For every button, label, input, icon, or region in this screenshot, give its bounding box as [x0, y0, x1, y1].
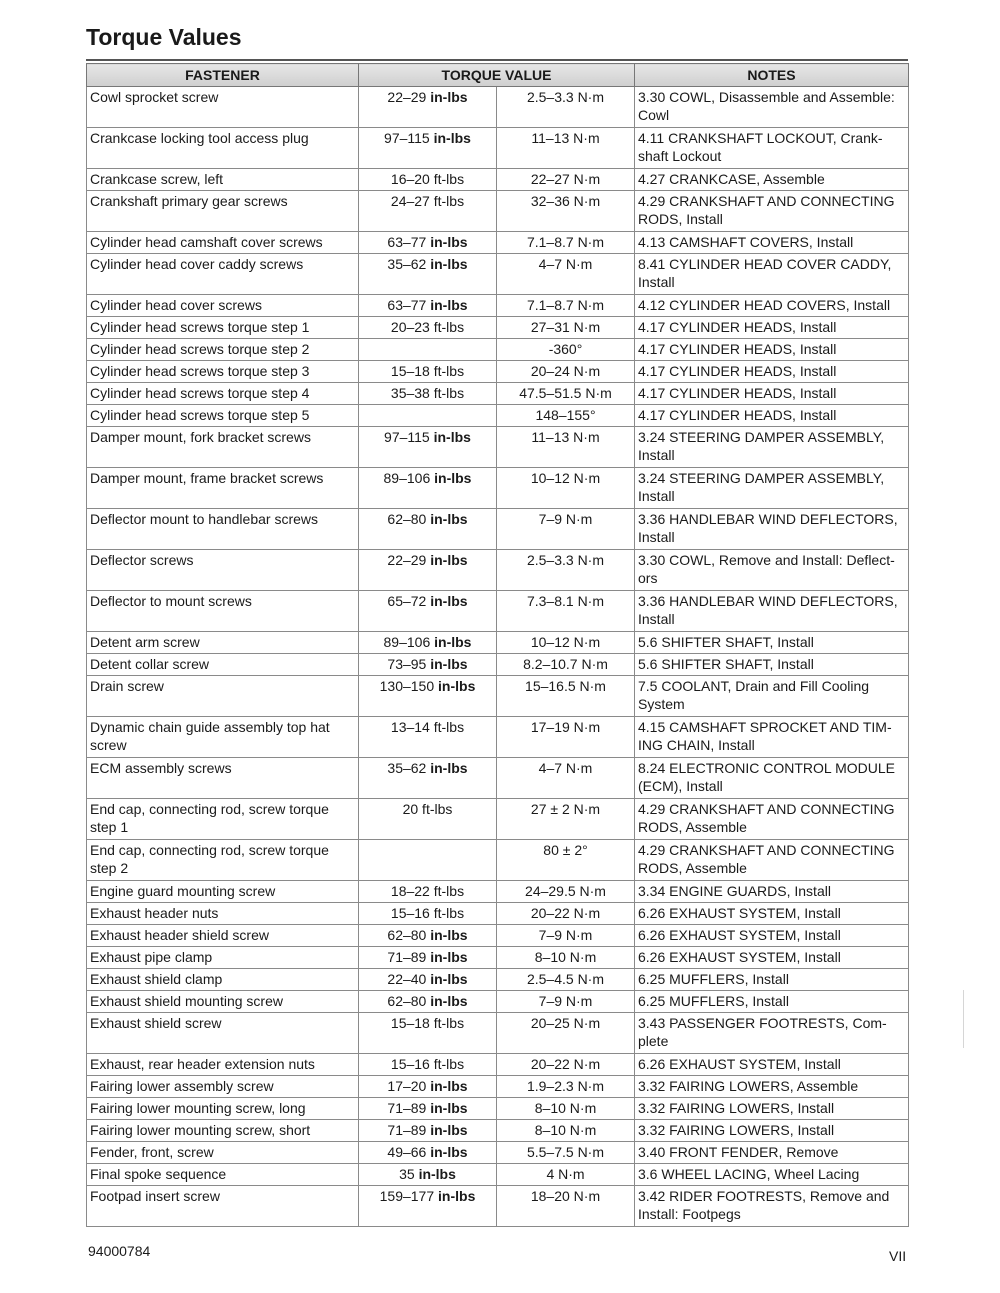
imperial-value: 35–38 ft-lbs — [390, 385, 465, 401]
imperial-torque-cell — [359, 427, 497, 468]
metric-torque-cell: 15–16.5 N·m — [497, 676, 635, 717]
fastener-cell: Final spoke sequence — [87, 1164, 359, 1186]
imperial-value: 35–62 — [387, 256, 431, 272]
imperial-value: 18–22 ft-lbs — [390, 883, 465, 899]
header-row — [87, 64, 909, 87]
imperial-unit: in-lbs — [438, 1188, 476, 1204]
table-row — [87, 969, 909, 991]
table-row — [87, 509, 909, 550]
notes-cell: 3.24 STEERING DAMPER ASSEMBLY, Install — [635, 427, 909, 468]
table-body — [87, 87, 909, 1227]
imperial-unit: in-lbs — [430, 256, 468, 272]
page-title: Torque Values — [86, 24, 242, 50]
imperial-unit: in-lbs — [430, 1122, 468, 1138]
imperial-value: 97–115 — [384, 429, 434, 445]
table-row — [87, 632, 909, 654]
table-row — [87, 1142, 909, 1164]
imperial-value: 62–80 — [387, 993, 431, 1009]
imperial-unit: in-lbs — [418, 1166, 456, 1182]
table-row — [87, 947, 909, 969]
table-row — [87, 191, 909, 232]
imperial-unit: in-lbs — [430, 993, 468, 1009]
imperial-torque-cell — [359, 1142, 497, 1164]
imperial-unit: in-lbs — [430, 511, 468, 527]
imperial-value: 63–77 — [387, 234, 431, 250]
fastener-cell: Cylinder head camshaft cover screws — [87, 232, 359, 254]
imperial-value: 13–14 ft-lbs — [390, 719, 465, 735]
fastener-cell: End cap, connecting rod, screw torque step 2 — [87, 840, 359, 881]
imperial-torque-cell — [359, 1186, 497, 1227]
metric-torque-cell: 22–27 N·m — [497, 169, 635, 191]
fastener-cell: Exhaust shield mounting screw — [87, 991, 359, 1013]
metric-torque-cell: 4–7 N·m — [497, 758, 635, 799]
imperial-unit: in-lbs — [430, 552, 468, 568]
imperial-torque-cell — [359, 1164, 497, 1186]
table-row — [87, 1098, 909, 1120]
metric-torque-cell: 8–10 N·m — [497, 1098, 635, 1120]
metric-torque-cell: 10–12 N·m — [497, 632, 635, 654]
table-row — [87, 254, 909, 295]
fastener-cell: Fairing lower mounting screw, long — [87, 1098, 359, 1120]
notes-cell: 4.17 CYLINDER HEADS, Install — [635, 339, 909, 361]
notes-cell: 7.5 COOLANT, Drain and Fill Cooling System — [635, 676, 909, 717]
imperial-value: 49–66 — [387, 1144, 431, 1160]
torque-table — [86, 63, 909, 1227]
table-row — [87, 717, 909, 758]
notes-cell: 5.6 SHIFTER SHAFT, Install — [635, 654, 909, 676]
imperial-value: 97–115 — [384, 130, 434, 146]
metric-torque-cell: 7.1–8.7 N·m — [497, 295, 635, 317]
imperial-torque-cell — [359, 191, 497, 232]
imperial-value: 35–62 — [387, 760, 431, 776]
fastener-cell: Detent collar screw — [87, 654, 359, 676]
fastener-cell: Deflector screws — [87, 550, 359, 591]
fastener-cell: Fairing lower assembly screw — [87, 1076, 359, 1098]
metric-torque-cell: 32–36 N·m — [497, 191, 635, 232]
metric-torque-cell: 17–19 N·m — [497, 717, 635, 758]
fastener-cell: Exhaust, rear header extension nuts — [87, 1054, 359, 1076]
metric-torque-cell: 2.5–3.3 N·m — [497, 550, 635, 591]
imperial-unit: in-lbs — [430, 760, 468, 776]
fastener-cell: End cap, connecting rod, screw torque step 1 — [87, 799, 359, 840]
imperial-unit: in-lbs — [434, 470, 472, 486]
imperial-unit: in-lbs — [434, 634, 472, 650]
imperial-torque-cell — [359, 1013, 497, 1054]
fastener-cell: Fender, front, screw — [87, 1142, 359, 1164]
notes-cell: 4.11 CRANKSHAFT LOCKOUT, Crank-shaft Lockout — [635, 128, 909, 169]
notes-cell: 4.17 CYLINDER HEADS, Install — [635, 361, 909, 383]
fastener-cell: Cylinder head screws torque step 1 — [87, 317, 359, 339]
table-row — [87, 383, 909, 405]
metric-torque-cell: 8.2–10.7 N·m — [497, 654, 635, 676]
metric-torque-cell: 7.3–8.1 N·m — [497, 591, 635, 632]
notes-cell: 6.25 MUFFLERS, Install — [635, 969, 909, 991]
imperial-value: 24–27 ft-lbs — [390, 193, 465, 209]
fastener-cell: Deflector to mount screws — [87, 591, 359, 632]
notes-cell: 6.26 EXHAUST SYSTEM, Install — [635, 903, 909, 925]
fastener-cell: Exhaust header nuts — [87, 903, 359, 925]
table-row — [87, 1013, 909, 1054]
title-rule — [86, 59, 908, 61]
imperial-torque-cell — [359, 128, 497, 169]
notes-cell: 3.30 COWL, Disassemble and Assemble: Cowl — [635, 87, 909, 128]
notes-cell: 3.32 FAIRING LOWERS, Install — [635, 1098, 909, 1120]
imperial-value: 16–20 ft-lbs — [390, 171, 465, 187]
notes-cell: 3.43 PASSENGER FOOTRESTS, Com-plete — [635, 1013, 909, 1054]
fastener-cell: Cylinder head screws torque step 4 — [87, 383, 359, 405]
imperial-value: 89–106 — [383, 634, 435, 650]
imperial-value: 15–16 ft-lbs — [390, 905, 465, 921]
fastener-cell: Exhaust shield screw — [87, 1013, 359, 1054]
imperial-value: 15–18 ft-lbs — [390, 363, 465, 379]
table-row — [87, 169, 909, 191]
table-row — [87, 758, 909, 799]
imperial-torque-cell — [359, 317, 497, 339]
imperial-value: 71–89 — [387, 1122, 431, 1138]
metric-torque-cell: 11–13 N·m — [497, 427, 635, 468]
imperial-unit: in-lbs — [433, 429, 471, 445]
table-row — [87, 654, 909, 676]
fastener-cell: Damper mount, fork bracket screws — [87, 427, 359, 468]
notes-cell: 3.32 FAIRING LOWERS, Assemble — [635, 1076, 909, 1098]
fastener-cell: Footpad insert screw — [87, 1186, 359, 1227]
imperial-value: 22–29 — [387, 89, 431, 105]
imperial-torque-cell — [359, 383, 497, 405]
imperial-torque-cell — [359, 676, 497, 717]
metric-torque-cell: 5.5–7.5 N·m — [497, 1142, 635, 1164]
imperial-value: 15–16 ft-lbs — [390, 1056, 465, 1072]
margin-mark — [963, 990, 964, 1048]
imperial-unit: in-lbs — [430, 234, 468, 250]
table-row — [87, 427, 909, 468]
table-row — [87, 405, 909, 427]
header-torque-value: TORQUE VALUE — [359, 64, 635, 87]
fastener-cell: Exhaust header shield screw — [87, 925, 359, 947]
imperial-torque-cell — [359, 87, 497, 128]
metric-torque-cell: 20–25 N·m — [497, 1013, 635, 1054]
fastener-cell: Cylinder head cover screws — [87, 295, 359, 317]
metric-torque-cell: 20–22 N·m — [497, 1054, 635, 1076]
imperial-torque-cell — [359, 232, 497, 254]
notes-cell: 3.30 COWL, Remove and Install: Deflect-ors — [635, 550, 909, 591]
imperial-torque-cell — [359, 361, 497, 383]
notes-cell: 5.6 SHIFTER SHAFT, Install — [635, 632, 909, 654]
imperial-value: 15–18 ft-lbs — [390, 1015, 465, 1031]
metric-torque-cell: -360° — [497, 339, 635, 361]
notes-cell: 4.17 CYLINDER HEADS, Install — [635, 383, 909, 405]
metric-torque-cell: 7–9 N·m — [497, 991, 635, 1013]
imperial-value: 20–23 ft-lbs — [390, 319, 465, 335]
imperial-value: 89–106 — [383, 470, 435, 486]
imperial-torque-cell — [359, 799, 497, 840]
table-row — [87, 1120, 909, 1142]
table-row — [87, 903, 909, 925]
imperial-torque-cell — [359, 1054, 497, 1076]
imperial-unit: in-lbs — [430, 949, 468, 965]
imperial-torque-cell — [359, 717, 497, 758]
imperial-value: 71–89 — [387, 949, 431, 965]
table-row — [87, 1164, 909, 1186]
imperial-torque-cell — [359, 947, 497, 969]
imperial-torque-cell — [359, 654, 497, 676]
metric-torque-cell: 4 N·m — [497, 1164, 635, 1186]
fastener-cell: Drain screw — [87, 676, 359, 717]
imperial-torque-cell — [359, 468, 497, 509]
metric-torque-cell: 24–29.5 N·m — [497, 881, 635, 903]
table-row — [87, 87, 909, 128]
notes-cell: 6.26 EXHAUST SYSTEM, Install — [635, 1054, 909, 1076]
imperial-value: 17–20 — [387, 1078, 431, 1094]
metric-torque-cell: 47.5–51.5 N·m — [497, 383, 635, 405]
notes-cell: 4.29 CRANKSHAFT AND CONNECTING RODS, Install — [635, 191, 909, 232]
imperial-torque-cell — [359, 1120, 497, 1142]
imperial-torque-cell — [359, 254, 497, 295]
fastener-cell: Crankcase screw, left — [87, 169, 359, 191]
fastener-cell: Fairing lower mounting screw, short — [87, 1120, 359, 1142]
fastener-cell: Cowl sprocket screw — [87, 87, 359, 128]
metric-torque-cell: 10–12 N·m — [497, 468, 635, 509]
notes-cell: 4.17 CYLINDER HEADS, Install — [635, 317, 909, 339]
metric-torque-cell: 80 ± 2° — [497, 840, 635, 881]
fastener-cell: Engine guard mounting screw — [87, 881, 359, 903]
fastener-cell: Exhaust shield clamp — [87, 969, 359, 991]
fastener-cell: ECM assembly screws — [87, 758, 359, 799]
metric-torque-cell: 4–7 N·m — [497, 254, 635, 295]
imperial-torque-cell — [359, 405, 497, 427]
metric-torque-cell: 8–10 N·m — [497, 947, 635, 969]
metric-torque-cell: 8–10 N·m — [497, 1120, 635, 1142]
imperial-value: 35 — [399, 1166, 419, 1182]
fastener-cell: Cylinder head screws torque step 5 — [87, 405, 359, 427]
imperial-unit: in-lbs — [430, 297, 468, 313]
imperial-unit: in-lbs — [438, 678, 476, 694]
imperial-value: 63–77 — [387, 297, 431, 313]
table-row — [87, 361, 909, 383]
notes-cell: 3.40 FRONT FENDER, Remove — [635, 1142, 909, 1164]
table-row — [87, 991, 909, 1013]
imperial-torque-cell — [359, 509, 497, 550]
imperial-torque-cell — [359, 1076, 497, 1098]
imperial-torque-cell — [359, 169, 497, 191]
imperial-torque-cell — [359, 969, 497, 991]
table-row — [87, 591, 909, 632]
header-fastener: FASTENER — [87, 64, 359, 87]
notes-cell: 3.36 HANDLEBAR WIND DEFLECTORS, Install — [635, 509, 909, 550]
notes-cell: 3.6 WHEEL LACING, Wheel Lacing — [635, 1164, 909, 1186]
metric-torque-cell: 1.9–2.3 N·m — [497, 1076, 635, 1098]
imperial-unit: in-lbs — [430, 1144, 468, 1160]
notes-cell: 4.27 CRANKCASE, Assemble — [635, 169, 909, 191]
header-notes: NOTES — [635, 64, 909, 87]
metric-torque-cell: 27–31 N·m — [497, 317, 635, 339]
table-row — [87, 925, 909, 947]
table-row — [87, 1076, 909, 1098]
imperial-torque-cell — [359, 632, 497, 654]
table-row — [87, 550, 909, 591]
fastener-cell: Exhaust pipe clamp — [87, 947, 359, 969]
table-row — [87, 295, 909, 317]
notes-cell: 3.42 RIDER FOOTRESTS, Remove and Install: Footpegs — [635, 1186, 909, 1227]
fastener-cell: Detent arm screw — [87, 632, 359, 654]
notes-cell: 4.29 CRANKSHAFT AND CONNECTING RODS, Assemble — [635, 799, 909, 840]
imperial-unit: in-lbs — [430, 927, 468, 943]
imperial-torque-cell — [359, 295, 497, 317]
table-row — [87, 232, 909, 254]
metric-torque-cell: 148–155° — [497, 405, 635, 427]
table-row — [87, 1054, 909, 1076]
table-row — [87, 840, 909, 881]
fastener-cell: Cylinder head screws torque step 3 — [87, 361, 359, 383]
notes-cell: 4.15 CAMSHAFT SPROCKET AND TIM-ING CHAIN, Install — [635, 717, 909, 758]
imperial-torque-cell — [359, 591, 497, 632]
imperial-torque-cell — [359, 339, 497, 361]
fastener-cell: Cylinder head cover caddy screws — [87, 254, 359, 295]
imperial-torque-cell — [359, 903, 497, 925]
document-number: 94000784 — [88, 1243, 151, 1259]
imperial-unit: in-lbs — [430, 593, 468, 609]
fastener-cell: Crankshaft primary gear screws — [87, 191, 359, 232]
fastener-cell: Damper mount, frame bracket screws — [87, 468, 359, 509]
notes-cell: 4.12 CYLINDER HEAD COVERS, Install — [635, 295, 909, 317]
table-row — [87, 317, 909, 339]
metric-torque-cell: 11–13 N·m — [497, 128, 635, 169]
imperial-torque-cell — [359, 991, 497, 1013]
table-row — [87, 676, 909, 717]
imperial-torque-cell — [359, 881, 497, 903]
notes-cell: 6.26 EXHAUST SYSTEM, Install — [635, 925, 909, 947]
metric-torque-cell: 20–22 N·m — [497, 903, 635, 925]
imperial-torque-cell — [359, 550, 497, 591]
notes-cell: 3.32 FAIRING LOWERS, Install — [635, 1120, 909, 1142]
imperial-value: 130–150 — [379, 678, 439, 694]
imperial-torque-cell — [359, 758, 497, 799]
notes-cell: 3.24 STEERING DAMPER ASSEMBLY, Install — [635, 468, 909, 509]
metric-torque-cell: 20–24 N·m — [497, 361, 635, 383]
notes-cell: 4.17 CYLINDER HEADS, Install — [635, 405, 909, 427]
notes-cell: 3.34 ENGINE GUARDS, Install — [635, 881, 909, 903]
table-row — [87, 468, 909, 509]
metric-torque-cell: 7–9 N·m — [497, 925, 635, 947]
notes-cell: 4.29 CRANKSHAFT AND CONNECTING RODS, Assemble — [635, 840, 909, 881]
imperial-value: 20 ft-lbs — [402, 801, 453, 817]
metric-torque-cell: 2.5–3.3 N·m — [497, 87, 635, 128]
imperial-unit: in-lbs — [430, 1100, 468, 1116]
imperial-value: 71–89 — [387, 1100, 431, 1116]
table-row — [87, 128, 909, 169]
notes-cell: 8.41 CYLINDER HEAD COVER CADDY, Install — [635, 254, 909, 295]
imperial-value: 22–40 — [387, 971, 431, 987]
imperial-value: 159–177 — [379, 1188, 439, 1204]
imperial-value: 22–29 — [387, 552, 431, 568]
table-row — [87, 881, 909, 903]
notes-cell: 8.24 ELECTRONIC CONTROL MODULE (ECM), Install — [635, 758, 909, 799]
imperial-value: 62–80 — [387, 927, 431, 943]
metric-torque-cell: 2.5–4.5 N·m — [497, 969, 635, 991]
imperial-unit: in-lbs — [430, 89, 468, 105]
imperial-unit: in-lbs — [430, 1078, 468, 1094]
imperial-unit: in-lbs — [433, 130, 471, 146]
metric-torque-cell: 18–20 N·m — [497, 1186, 635, 1227]
imperial-torque-cell — [359, 1098, 497, 1120]
imperial-torque-cell — [359, 925, 497, 947]
metric-torque-cell: 7.1–8.7 N·m — [497, 232, 635, 254]
notes-cell: 4.13 CAMSHAFT COVERS, Install — [635, 232, 909, 254]
fastener-cell: Dynamic chain guide assembly top hat screw — [87, 717, 359, 758]
imperial-torque-cell — [359, 840, 497, 881]
imperial-value: 62–80 — [387, 511, 431, 527]
fastener-cell: Deflector mount to handlebar screws — [87, 509, 359, 550]
metric-torque-cell: 27 ± 2 N·m — [497, 799, 635, 840]
fastener-cell: Crankcase locking tool access plug — [87, 128, 359, 169]
table-row — [87, 799, 909, 840]
fastener-cell: Cylinder head screws torque step 2 — [87, 339, 359, 361]
imperial-value: 73–95 — [387, 656, 431, 672]
imperial-unit: in-lbs — [430, 971, 468, 987]
imperial-unit: in-lbs — [430, 656, 468, 672]
table-row — [87, 339, 909, 361]
notes-cell: 6.26 EXHAUST SYSTEM, Install — [635, 947, 909, 969]
notes-cell: 3.36 HANDLEBAR WIND DEFLECTORS, Install — [635, 591, 909, 632]
table-row — [87, 1186, 909, 1227]
metric-torque-cell: 7–9 N·m — [497, 509, 635, 550]
page-number: VII — [889, 1248, 907, 1264]
notes-cell: 6.25 MUFFLERS, Install — [635, 991, 909, 1013]
imperial-value: 65–72 — [387, 593, 431, 609]
